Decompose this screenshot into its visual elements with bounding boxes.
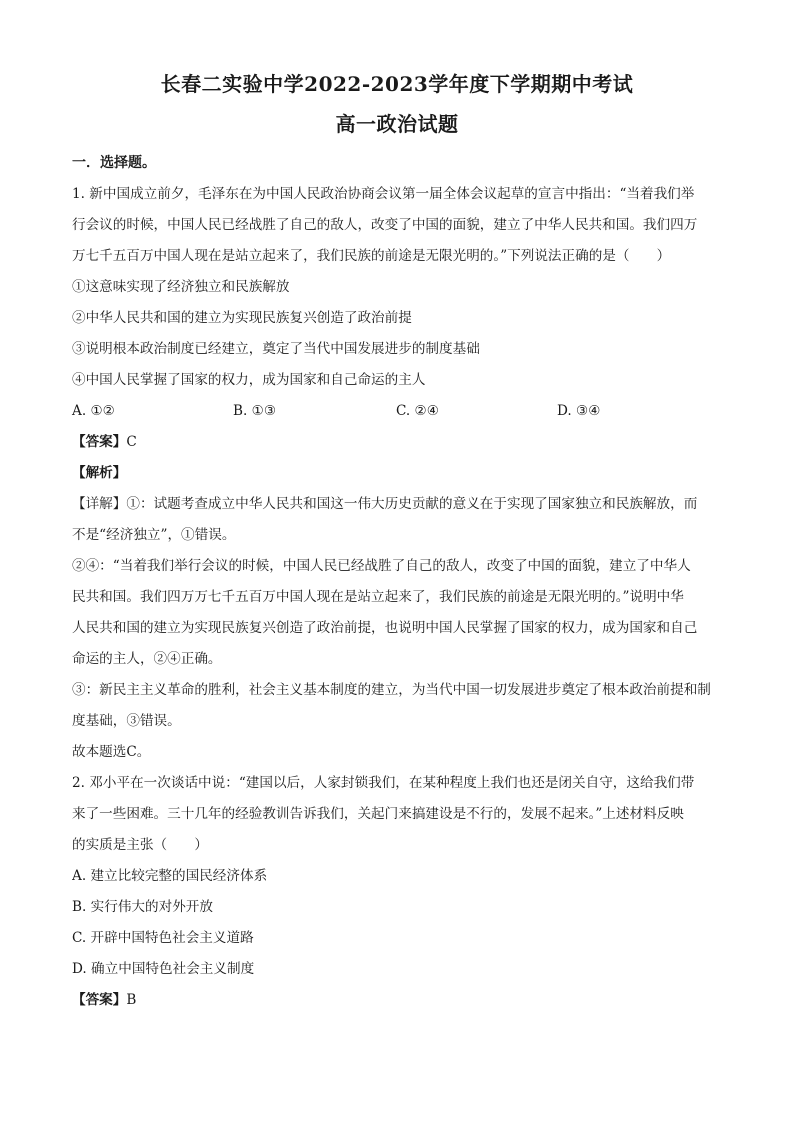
q2-stem-line: 的实质是主张（ ） (72, 837, 208, 853)
q1-statement-3: ③说明根本政治制度已经建立，奠定了当代中国发展进步的制度基础 (72, 341, 480, 357)
q2-option-c: C. 开辟中国特色社会主义道路 (72, 930, 254, 946)
q1-detail-line: 【详解】①：试题考查成立中华人民共和国这一伟大历史贡献的意义在于实现了国家独立和民族解放，而 (72, 496, 698, 512)
q1-detail-line: ②④：“当着我们举行会议的时候，中国人民已经战胜了自己的敌人，改变了中国的面貌，建立了中华人 (72, 558, 691, 574)
exam-subtitle: 高一政治试题 (335, 112, 459, 136)
q2-answer (72, 985, 718, 1016)
q1-statement-2: ②中华人民共和国的建立为实现民族复兴创造了政治前提 (72, 310, 412, 326)
q1-option-d: D. ③④ (557, 403, 601, 419)
q2-answer-label: 【答案】 (72, 992, 127, 1008)
exam-content (72, 148, 718, 1016)
q1-answer-label: 【答案】 (72, 434, 127, 450)
q1-conclusion: 故本题选C。 (72, 744, 151, 760)
q1-detail-line: 命运的主人，②④正确。 (72, 651, 222, 667)
q1-detail-line: ③：新民主主义革命的胜利，社会主义基本制度的建立，为当代中国一切发展进步奠定了根本政治前提和制 (72, 682, 711, 698)
q1-detail-line: 度基础，③错误。 (72, 713, 181, 729)
q1-statement-1: ①这意味实现了经济独立和民族解放 (72, 279, 290, 295)
q2-option-a: A. 建立比较完整的国民经济体系 (72, 868, 268, 884)
q2-option-d: D. 确立中国特色社会主义制度 (72, 961, 255, 977)
q2-stem-line: 来了一些困难。三十几年的经验教训告诉我们，关起门来搞建设是不行的，发展不起来。”上述材料反映 (72, 806, 684, 822)
q1-stem-line: 1. 新中国成立前夕，毛泽东在为中国人民政治协商会议第一届全体会议起草的宣言中指出：“当着我们举 (72, 186, 695, 202)
q1-options (72, 396, 718, 427)
q1-option-a: A. ①② (72, 403, 115, 419)
q1-option-c: C. ②④ (396, 403, 439, 419)
q1-stem-line: 行会议的时候，中国人民已经战胜了自己的敌人，改变了中国的面貌，建立了中华人民共和国。我们四万 (72, 217, 698, 233)
section-heading: 一．选择题。 (72, 155, 156, 171)
question-2 (72, 768, 718, 1016)
q1-detail-line: 人民共和国的建立为实现民族复兴创造了政治前提，也说明中国人民掌握了国家的权力，成为国家和自己 (72, 620, 698, 636)
q2-option-b: B. 实行伟大的对外开放 (72, 899, 213, 915)
exam-title: 长春二实验中学2022-2023学年度下学期期中考试 (160, 72, 634, 96)
q2-stem-line: 2. 邓小平在一次谈话中说：“建国以后，人家封锁我们，在某种程度上我们也还是闭关自守，这给我们带 (72, 775, 695, 791)
q1-stem-line: 万七千五百万中国人现在是站立起来了，我们民族的前途是无限光明的。”下列说法正确的是（ ） (72, 248, 671, 264)
q1-answer-value: C (126, 434, 137, 450)
q1-statement-4: ④中国人民掌握了国家的权力，成为国家和自己命运的主人 (72, 372, 426, 388)
question-1 (72, 179, 718, 768)
q1-answer (72, 427, 718, 458)
q1-option-b: B. ①③ (233, 403, 277, 419)
q1-detail-line: 不是“经济独立”，①错误。 (72, 527, 236, 543)
q1-analysis-label: 【解析】 (72, 465, 127, 481)
q2-answer-value: B (126, 992, 137, 1008)
q1-detail-line: 民共和国。我们四万万七千五百万中国人现在是站立起来了，我们民族的前途是无限光明的。”说明中华 (72, 589, 684, 605)
